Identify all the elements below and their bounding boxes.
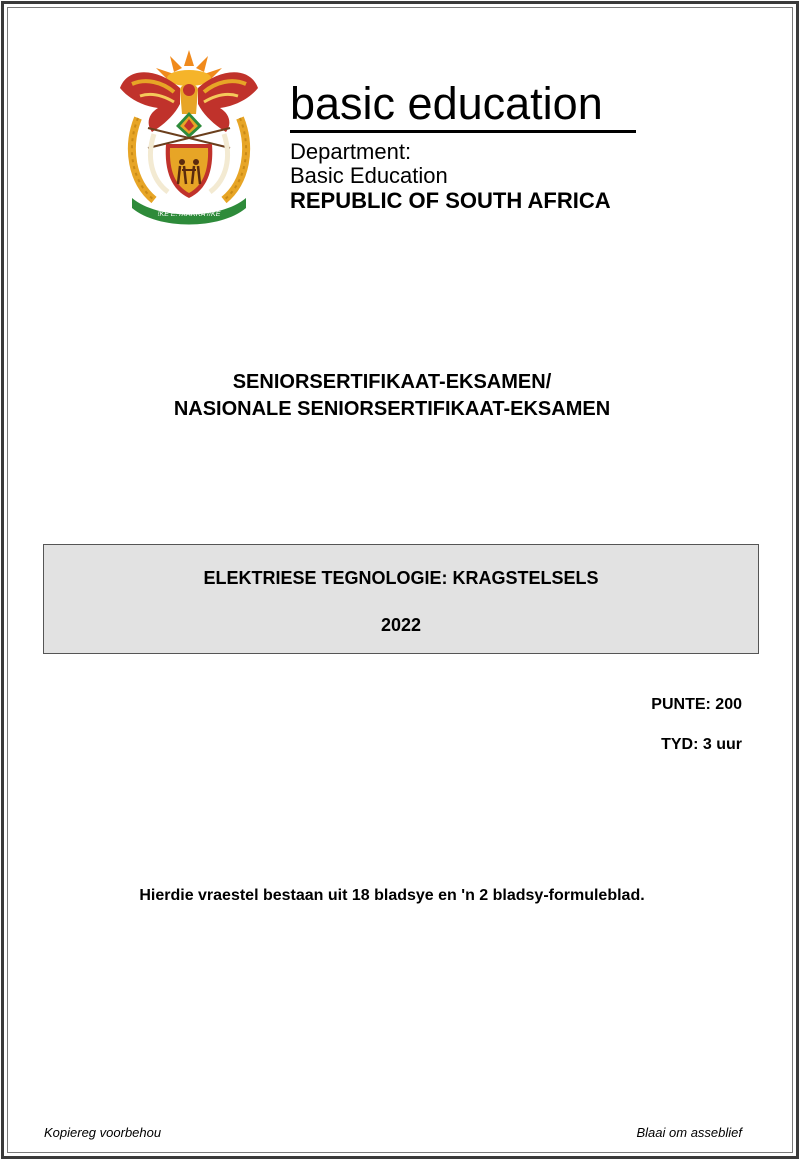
exam-heading-line2: NASIONALE SENIORSERTIFIKAAT-EKSAMEN <box>173 398 611 420</box>
department-label: Department: <box>290 139 412 164</box>
subject-box <box>43 544 759 654</box>
motto-banner <box>132 198 246 225</box>
total-marks: PUNTE: 200 <box>651 696 742 713</box>
protea-icon <box>176 112 202 138</box>
page-count-note: Hierdie vraestel bestaan uit 18 bladsye en 'n 2 bladsy-formuleblad. <box>139 887 645 904</box>
coat-of-arms-logo <box>118 48 260 228</box>
subject-year: 2022 <box>380 615 422 635</box>
crest-motto-text: !KE E: /XARRA //KE <box>157 211 221 218</box>
brand-title: basic education <box>290 78 603 129</box>
exam-duration: TYD: 3 uur <box>661 736 742 753</box>
brand-divider <box>290 130 636 133</box>
turn-page-notice: Blaai om asseblief <box>636 1125 742 1140</box>
department-name: Basic Education <box>290 163 448 188</box>
country-name: REPUBLIC OF SOUTH AFRICA <box>290 188 611 213</box>
subject-title: ELEKTRIESE TEGNOLOGIE: KRAGSTELSELS <box>203 568 599 588</box>
shield-icon <box>166 144 213 198</box>
copyright-notice: Kopiereg voorbehou <box>44 1125 162 1140</box>
exam-heading-line1: SENIORSERTIFIKAAT-EKSAMEN/ <box>232 371 552 393</box>
